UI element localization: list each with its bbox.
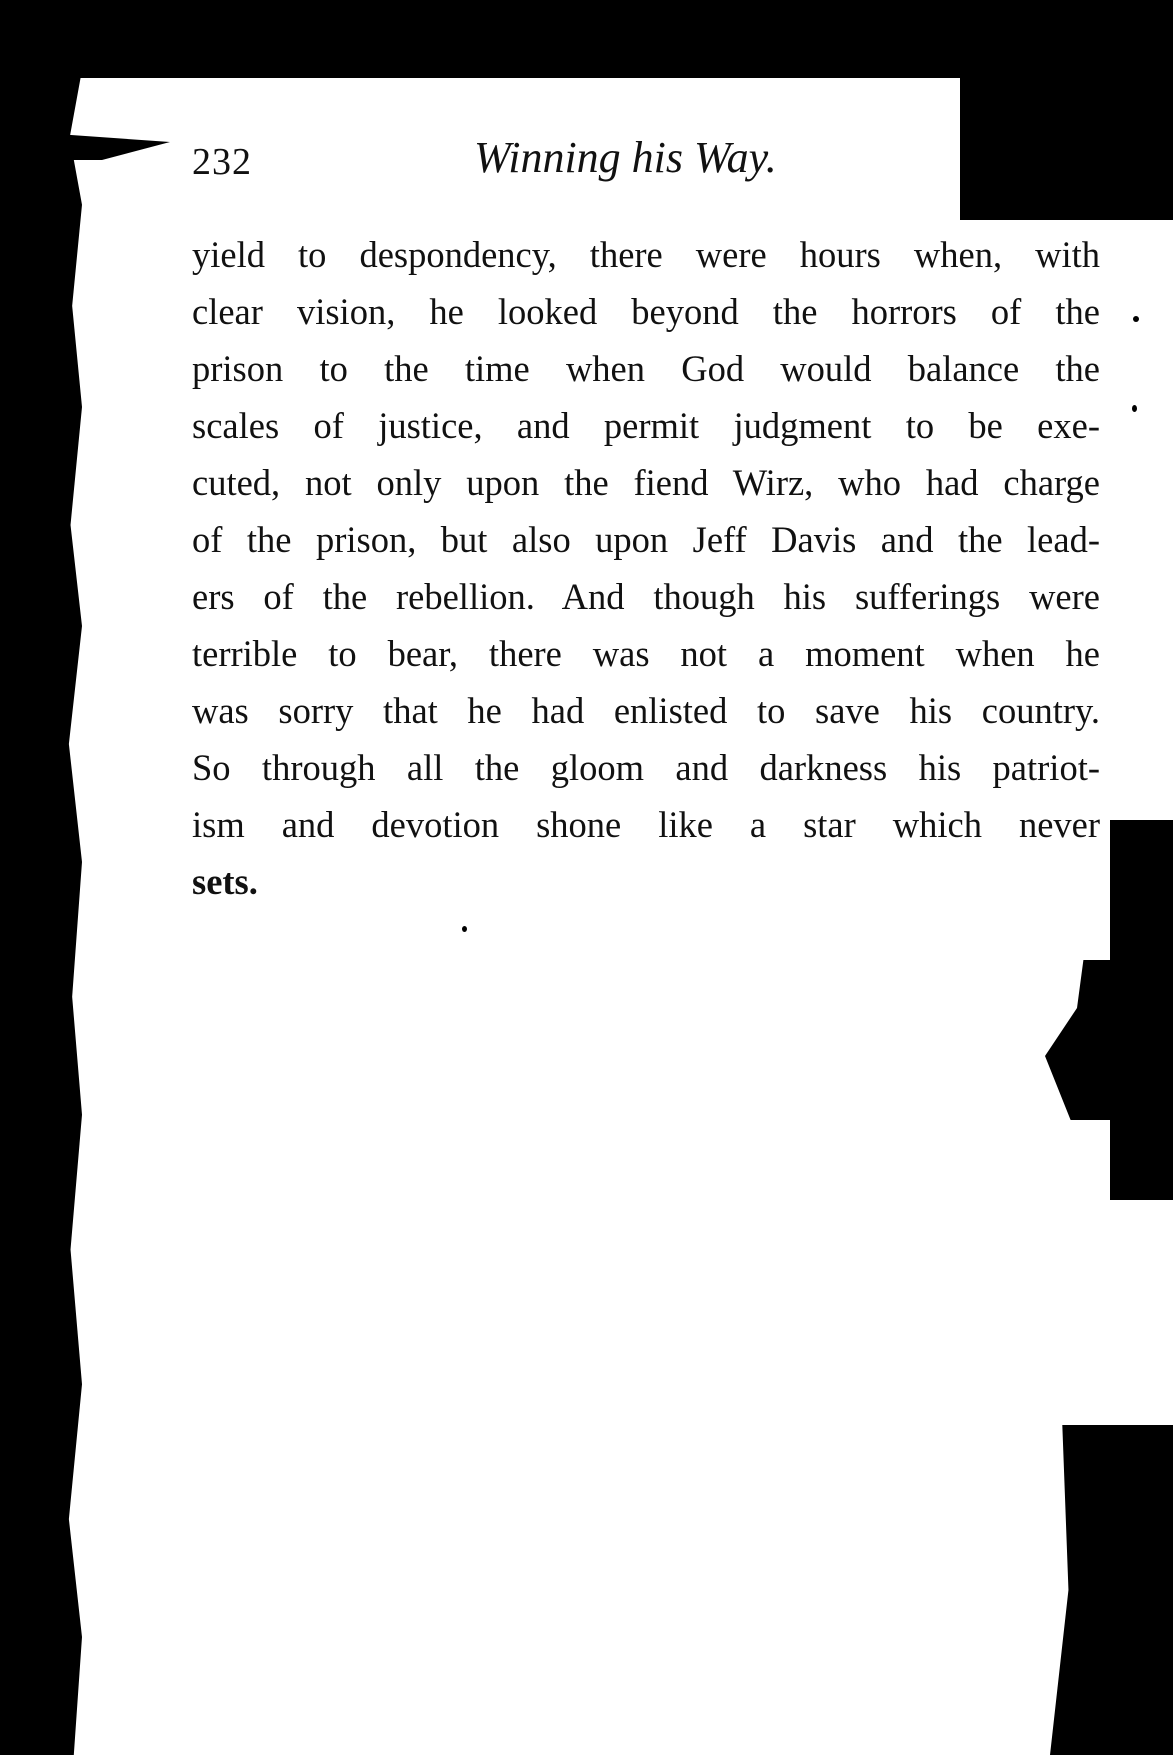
text-line: ism and devotion shone like a star which never: [192, 804, 1100, 845]
text-line: was sorry that he had enlisted to save his country.: [192, 690, 1100, 731]
text-line: ers of the rebellion. And though his sufferings were: [192, 576, 1100, 617]
running-head-title: Winning his Way.: [474, 133, 777, 182]
text-line: yield to despondency, there were hours when, with: [192, 234, 1100, 275]
text-line-final: sets.: [192, 861, 258, 902]
body-paragraph: [192, 226, 1100, 910]
text-line: cuted, not only upon the fiend Wirz, who had charge: [192, 462, 1100, 503]
scan-speck: [1133, 316, 1139, 322]
scan-speck: [462, 926, 467, 932]
text-line: scales of justice, and permit judgment to be exe-: [192, 405, 1100, 446]
scan-speck: [1132, 405, 1137, 412]
scan-border-left: [0, 70, 82, 1755]
text-line: clear vision, he looked beyond the horrors of the: [192, 291, 1100, 332]
text-line: So through all the gloom and darkness his patriot-: [192, 747, 1100, 788]
scan-border-left-inner: [0, 130, 170, 160]
page-number: 232: [192, 141, 252, 183]
text-line: terrible to bear, there was not a moment when he: [192, 633, 1100, 674]
scan-border-right-middle-notch: [1045, 960, 1173, 1120]
scan-border-bottom-right: [1100, 1690, 1173, 1755]
text-line: prison to the time when God would balance the: [192, 348, 1100, 389]
scan-border-top: [0, 0, 1173, 78]
text-line: of the prison, but also upon Jeff Davis and the lead-: [192, 519, 1100, 560]
scan-border-top-right: [960, 70, 1173, 220]
